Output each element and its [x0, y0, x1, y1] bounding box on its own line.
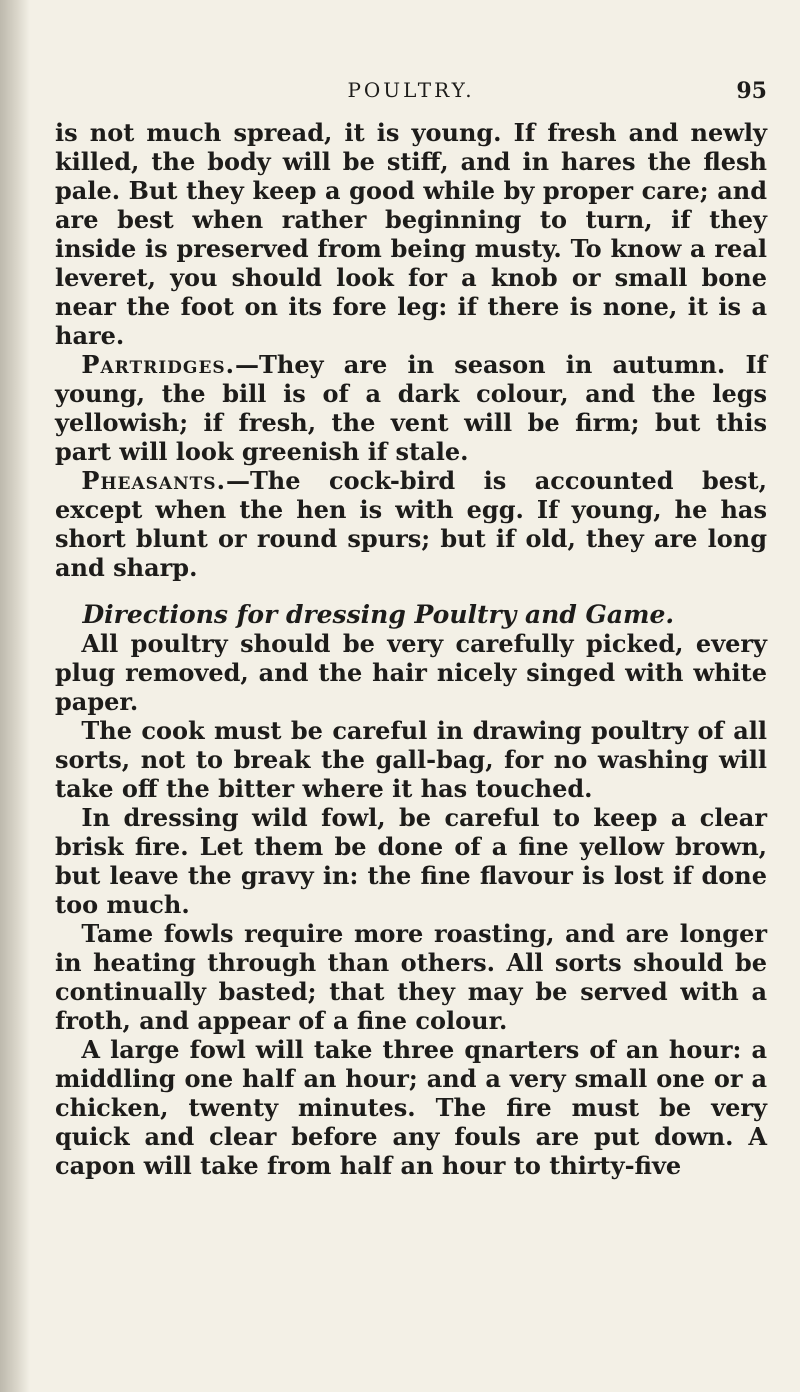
- paragraph-tame-fowls: Tame fowls require more roasting, and are longer in heating through than others. All sorts should be continually basted; that they may be served with a froth, and appear of a fine colour.: [55, 919, 767, 1035]
- paragraph-roasting-times: A large fowl will take three qnarters of an hour: a middling one half an hour; and a very small one or a chicken, twenty minutes. The fire must be very quick and clear before any fouls are put down. A capon will take from half an hour to thirty-five: [55, 1035, 767, 1180]
- partridges-lead: Partridges.: [81, 350, 236, 379]
- paragraph-wild-fowl: In dressing wild fowl, be careful to keep a clear brisk fire. Let them be done of a fine yellow brown, but leave the gravy in: the fine flavour is lost if done too much.: [55, 803, 767, 919]
- pheasants-text: —The cock-bird is accounted best, except when the hen is with egg. If young, he has short blunt or round spurs; but if old, they are long and sharp.: [55, 466, 767, 582]
- page-body: [55, 118, 767, 1180]
- book-spine-shadow: [0, 0, 30, 1392]
- section-heading: Directions for dressing Poultry and Game.: [82, 600, 675, 629]
- partridges-text: —They are in season in autumn. If young, the bill is of a dark colour, and the legs yellowish; if fresh, the vent will be firm; but this part will look greenish if stale.: [55, 350, 767, 466]
- page-number: 95: [736, 78, 767, 104]
- running-head: [55, 78, 767, 108]
- paragraph-partridges: [55, 350, 767, 466]
- paragraph-drawing: The cook must be careful in drawing poultry of all sorts, not to break the gall-bag, for no washing will take off the bitter where it has touched.: [55, 716, 767, 803]
- running-title: POULTRY.: [347, 78, 475, 102]
- paragraph-hares: is not much spread, it is young. If fresh and newly killed, the body will be stiff, and in hares the flesh pale. But they keep a good while by proper care; and are best when rather beginning to turn, if they inside is preserved from being musty. To know a real leveret, you should look for a knob or small bone near the foot on its fore leg: if there is none, it is a hare.: [55, 118, 767, 350]
- pheasants-lead: Pheasants.: [81, 466, 226, 495]
- paragraph-pheasants: [55, 466, 767, 582]
- paragraph-picking: All poultry should be very carefully picked, every plug removed, and the hair nicely singed with white paper.: [55, 629, 767, 716]
